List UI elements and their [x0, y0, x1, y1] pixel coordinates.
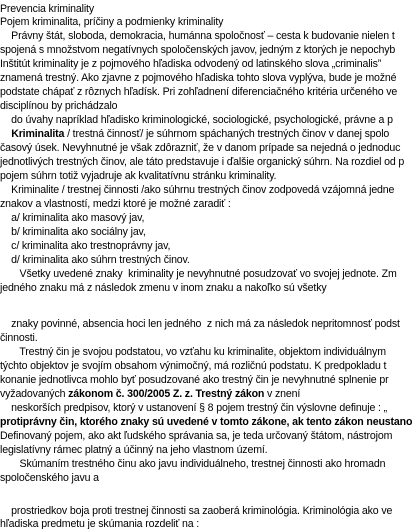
text-line: Kriminalite / trestnej činnosti /ako súhrnu trestných činov zodpovedá vzájomná jedne [0, 184, 395, 196]
list-item: c/ kriminalita ako trestnoprávny jav, [0, 240, 171, 252]
text-line: spoločenského javu a [0, 472, 99, 484]
text-line: legislatívny rámec platný a účinný na jeho vlastnom území. [0, 444, 268, 456]
text-line-kriminalita [0, 128, 389, 141]
text-line-law [0, 388, 300, 401]
text-line: znamená trestný. Ako zjavne z pojmového hľadiska tohto slova vyplýva, bude je možné [0, 72, 397, 84]
text-line: Definovaný pojem, ako akt ľudského správania sa, je teda určovaný štátom, nástrojom [0, 430, 393, 442]
text-line: pojem súhrn totiž vyjadruje ak kvalitatívnu stránku kriminality. [0, 170, 277, 182]
text-line: Všetky uvedené znaky kriminality je nevyhnutné posudzovať vo svojej jednote. Zm [0, 268, 397, 280]
list-item: a/ kriminalita ako masový jav, [0, 212, 145, 224]
text-line-rest: / trestná činnosť/ je súhrnom spáchaných trestných činov v danej spolo [64, 128, 390, 140]
text-line-start: vyžadovaných [0, 388, 69, 400]
text-line: Inštitút kriminality je z pojmového hľadiska odvodený od latinského slova „criminalis” [0, 58, 382, 70]
law-reference: zákonom č. 300/2005 Z. z. Trestný zákon [68, 388, 265, 400]
bold-term: Kriminalita [11, 128, 65, 140]
text-line: činnosti. [0, 332, 38, 344]
document-title: Prevencia kriminality [0, 3, 94, 15]
text-line: Právny štát, sloboda, demokracia, humánna spoločnosť – cesta k budovanie nielen t [0, 30, 395, 42]
text-line: disciplínou by prichádzalo [0, 100, 118, 112]
text-line: podstate chápať z rôznych hľadísk. Pri zohľadnení diferenciačného kritéria určeného ve [0, 86, 398, 98]
text-line: týchto objektov je svojím obsahom výnimočný, má rozličnú podstatu. K predpokladu t [0, 360, 387, 372]
indent [0, 128, 11, 140]
text-line: Trestný čin je svojou podstatou, vo vzťahu ku kriminalite, objektom individuálnym [0, 346, 386, 358]
text-line: spojená s množstvom negatívnych spoločenských javov, jedným z ktorých je nepochyb [0, 44, 396, 56]
text-line-rest: v znení [264, 388, 301, 400]
text-line: jednotlivých trestných činov, ale táto predstavuje i ďalšie organický súhrn. Na rozdiel od p [0, 156, 405, 168]
text-line: neskorších predpisov, ktorý v ustanovení § 8 pojem trestný čin výslovne definuje : „ [0, 402, 388, 414]
text-line: hľadiska predmetu je skúmania rozdeliť na : [0, 518, 200, 529]
list-item: b/ kriminalita ako sociálny jav, [0, 226, 146, 238]
text-line: časový úsek. Nevyhnutné je však zdôrazniť, že v danom prípade sa nejedná o jednoduc [0, 142, 401, 154]
text-line: znaky povinné, absencia hoci len jedného z nich má za následok nepritomnosť podst [0, 318, 400, 330]
text-line: Skúmaním trestného činu ako javu individuálneho, trestnej činnosti ako hromadn [0, 458, 386, 470]
list-item: d/ kriminalita ako súhrn trestných činov. [0, 254, 190, 266]
text-line: prostriedkov boja proti trestnej činnosti sa zaoberá kriminológia. Kriminológia ako ve [0, 505, 393, 517]
text-line: do úvahy napríklad hľadisko kriminologické, sociologické, psychologické, právne a p [0, 114, 393, 126]
definition-line: protiprávny čin, ktorého znaky sú uvedené v tomto zákone, ak tento zákon neustano [0, 416, 413, 428]
text-line: konanie jednotlivca mohlo byť posudzované ako trestný čin je nevyhnutné splnenie pr [0, 374, 389, 386]
text-line: jedného znaku má z následok zmenu v inom znaku a nakoľko sú všetky [0, 282, 327, 294]
section-heading: Pojem kriminalita, príčiny a podmienky kriminality [0, 16, 224, 28]
text-line: znakov a vlastností, medzi ktoré je možné zaradiť : [0, 198, 231, 210]
